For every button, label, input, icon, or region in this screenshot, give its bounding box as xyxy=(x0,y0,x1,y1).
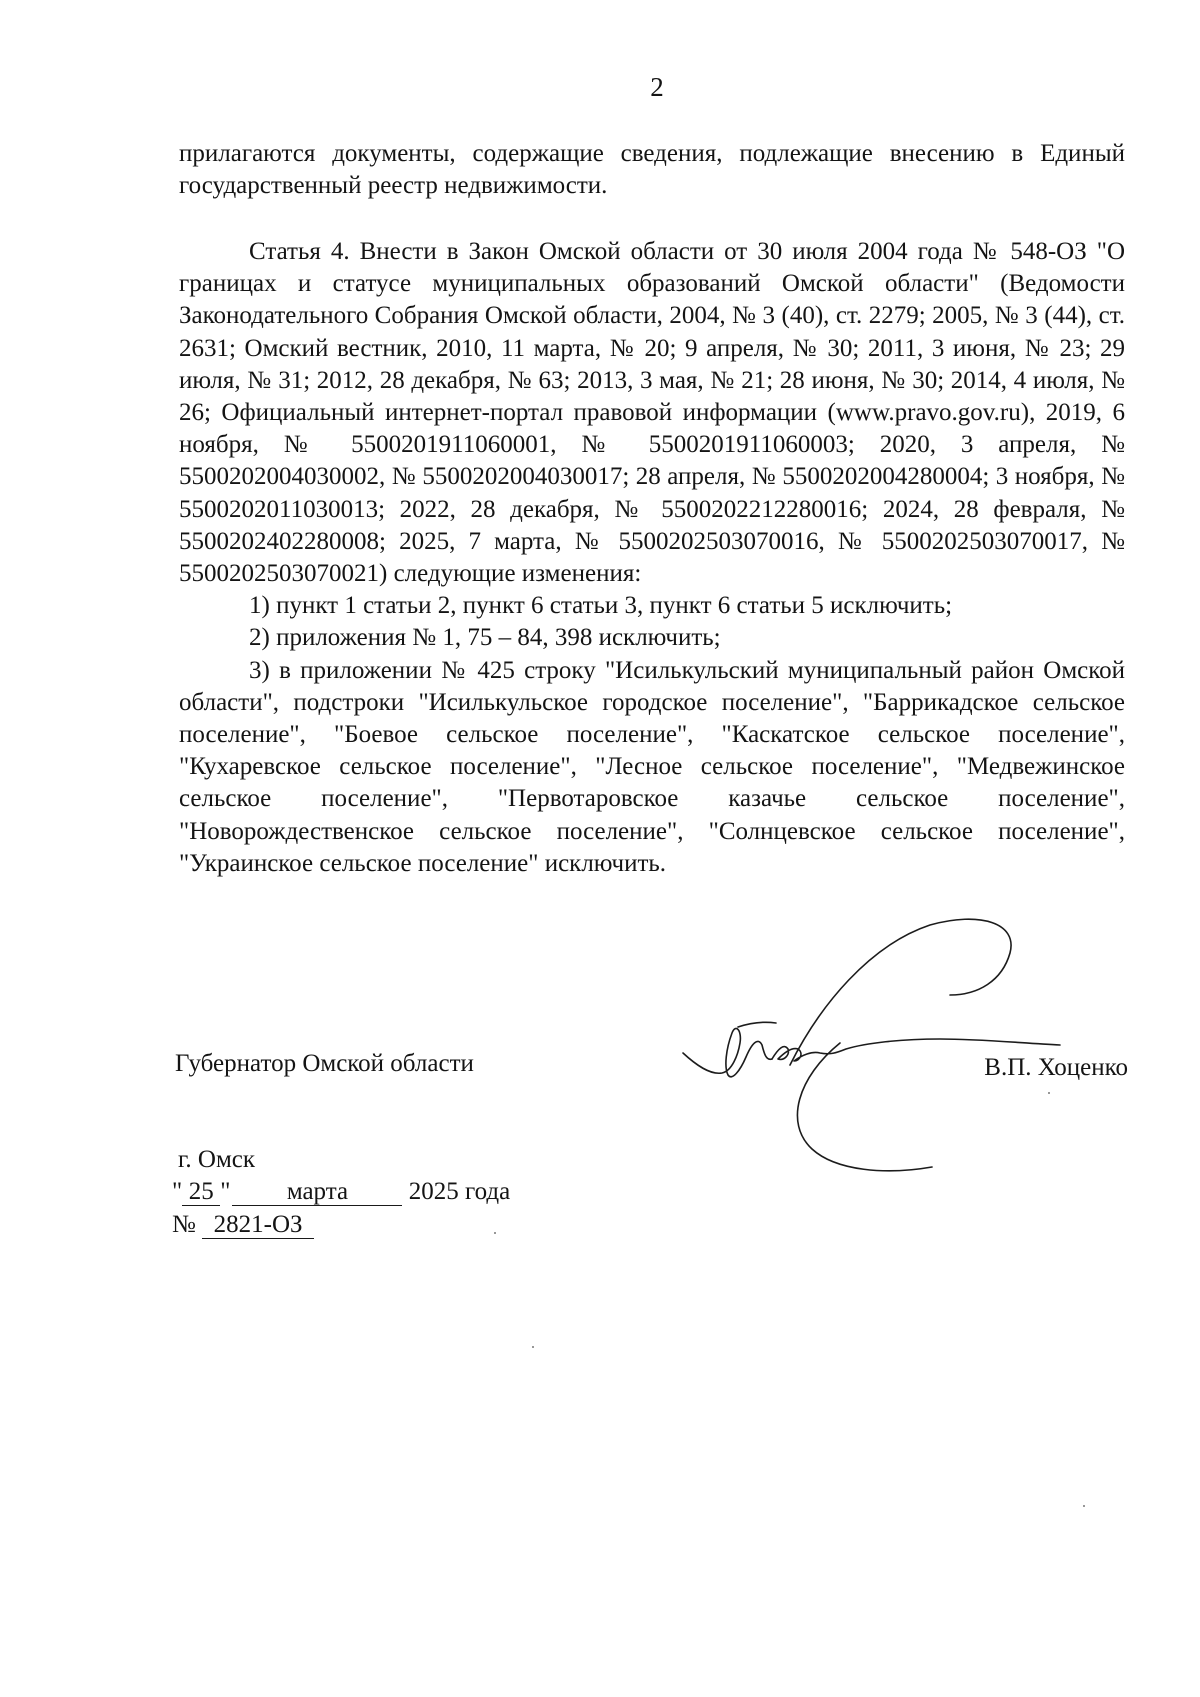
handwritten-signature xyxy=(680,915,1100,1175)
article-4-main-text: Статья 4. Внести в Закон Омской области от 30 июля 2004 года № 548-ОЗ "О границах и статусе муниципальных образований Омской области" (Ведомости Законодательного Собрания Омской области, 2004, № 3 (40), ст. 2279; 2005, № 3 (44), ст. 2631; Омский вестник, 2010, 11 марта, № 20; 9 апреля, № 30; 2011, 3 июня, № 23; 29 июля, № 31; 2012, 28 декабря, № 63; 2013, 3 мая, № 21; 28 июня, № 30; 2014, 4 июля, № 26; Официальный интернет-портал правовой информации (www.pravo.gov.ru), 2019, 6 ноября, № 5500201911060001, № 5500201911060003; 2020, 3 апреля, № 5500202004030002, № 5500202004030017; 28 апреля, № 5500202004280004; 3 ноября, № 5500202011030013; 2022, 28 декабря, № 5500202212280016; 2024, 28 февраля, № 5500202402280008; 2025, 7 марта, № 5500202503070016, № 5500202503070017, № 5500202503070021) следующие изменения: xyxy=(179,238,1125,588)
article-4 xyxy=(179,236,1125,880)
article-4-item-2: 2) приложения № 1, 75 – 84, 398 исключить; xyxy=(249,624,721,652)
intro-paragraph: прилагаются документы, содержащие сведения, подлежащие внесению в Единый государственный реестр недвижимости. xyxy=(179,140,1125,200)
law-number xyxy=(172,1209,314,1241)
date-close-quote: " xyxy=(220,1178,231,1205)
date-month: марта xyxy=(232,1179,402,1206)
intro-paragraph-block xyxy=(179,138,1125,202)
article-4-item-1: 1) пункт 1 статьи 2, пункт 6 статьи 3, пункт 6 статьи 5 исключить; xyxy=(249,592,953,620)
signer-title: Губернатор Омской области xyxy=(175,1050,474,1077)
date-year: 2025 года xyxy=(408,1178,511,1205)
signing-date xyxy=(172,1176,510,1208)
date-day: 25 xyxy=(182,1179,220,1206)
page-number: 2 xyxy=(650,72,664,102)
article-4-item-3: 3) в приложении № 425 строку "Исилькульский муниципальный район Омской области", подстроки "Исилькульское городское поселение", "Баррикадское сельское поселение", "Боевое сельское поселение", "Каскатское сельское поселение", "Кухаревское сельское поселение", "Лесное сельское поселение", "Медвежинское сельское поселение", "Первотаровское казачье сельское поселение", "Новорождественское сельское поселение", "Солнцевское сельское поселение", "Украинское сельское поселение" исключить. xyxy=(179,656,1125,877)
law-number-value: 2821-ОЗ xyxy=(202,1212,314,1239)
signer-name: В.П. Хоценко xyxy=(984,1054,1128,1081)
law-number-prefix: № xyxy=(172,1211,196,1238)
date-open-quote: " xyxy=(172,1178,183,1205)
place-of-signing: г. Омск xyxy=(178,1146,256,1173)
